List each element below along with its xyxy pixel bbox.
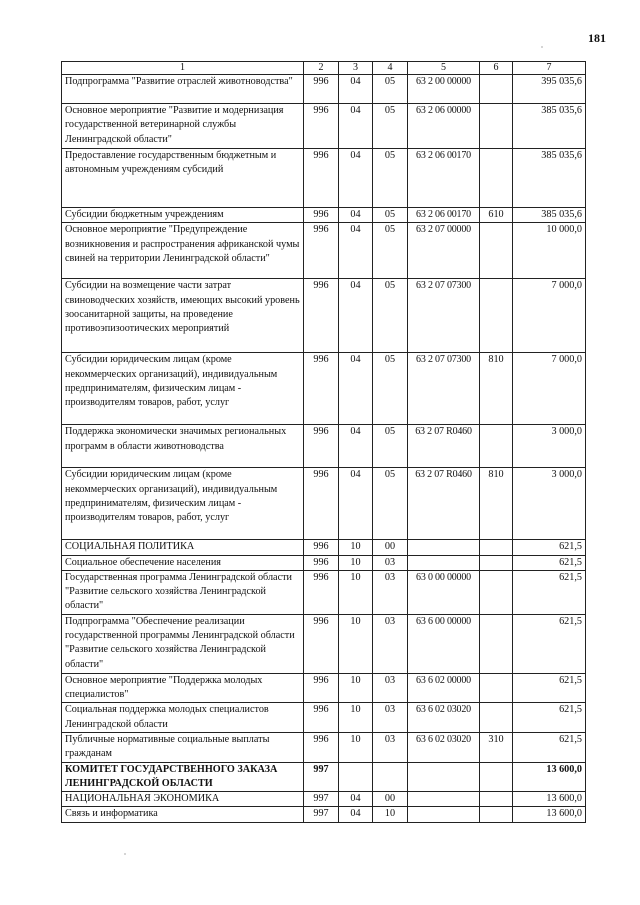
table-row [62, 614, 586, 673]
row-section: 10 [339, 555, 373, 570]
row-amount: 3 000,0 [513, 425, 586, 468]
row-admin-code: 996 [304, 540, 339, 555]
row-name: Основное мероприятие "Развитие и модернизация государственной ветеринарной службы Ленинградской области" [62, 104, 304, 149]
row-name: Социальная поддержка молодых специалистов Ленинградской области [62, 703, 304, 733]
row-section: 04 [339, 425, 373, 468]
table-row [62, 792, 586, 807]
row-name: Основное мероприятие "Предупреждение возникновения и распространения африканской чумы свиней на территории Ленинградской области" [62, 223, 304, 279]
row-target-code: 63 2 07 00000 [408, 223, 480, 279]
row-subsection: 00 [373, 540, 408, 555]
row-amount: 621,5 [513, 570, 586, 614]
row-admin-code: 996 [304, 223, 339, 279]
row-expense-type [480, 425, 513, 468]
row-admin-code: 997 [304, 792, 339, 807]
row-amount: 3 000,0 [513, 468, 586, 540]
row-amount: 13 600,0 [513, 792, 586, 807]
row-expense-type [480, 570, 513, 614]
row-name: Государственная программа Ленинградской области "Развитие сельского хозяйства Ленинградской области" [62, 570, 304, 614]
row-amount: 621,5 [513, 673, 586, 703]
row-admin-code: 996 [304, 104, 339, 149]
row-target-code: 63 6 00 00000 [408, 614, 480, 673]
row-section: 04 [339, 223, 373, 279]
table-row [62, 353, 586, 425]
row-section: 10 [339, 614, 373, 673]
row-name: Субсидии юридическим лицам (кроме некоммерческих организаций), индивидуальным предпринимателям, физическим лицам - производителям товаров, работ, услуг [62, 353, 304, 425]
table-row [62, 279, 586, 353]
row-subsection: 03 [373, 673, 408, 703]
row-section: 04 [339, 792, 373, 807]
scan-speck [124, 853, 126, 855]
row-name: Предоставление государственным бюджетным и автономным учреждениям субсидий [62, 149, 304, 208]
row-admin-code: 996 [304, 279, 339, 353]
row-target-code [408, 807, 480, 822]
row-subsection [373, 762, 408, 792]
row-name: Основное мероприятие "Поддержка молодых специалистов" [62, 673, 304, 703]
row-expense-type [480, 279, 513, 353]
table-row [62, 673, 586, 703]
row-name: НАЦИОНАЛЬНАЯ ЭКОНОМИКА [62, 792, 304, 807]
row-admin-code: 996 [304, 570, 339, 614]
row-target-code: 63 6 02 03020 [408, 703, 480, 733]
table-row [62, 570, 586, 614]
row-name: Субсидии на возмещение части затрат свиноводческих хозяйств, имеющих высокий уровень зоосанитарной защиты, на проведение противоэпизоотических мероприятий [62, 279, 304, 353]
table-row [62, 732, 586, 762]
row-section [339, 762, 373, 792]
row-expense-type [480, 540, 513, 555]
row-section: 04 [339, 807, 373, 822]
row-subsection: 03 [373, 703, 408, 733]
row-section: 04 [339, 104, 373, 149]
row-amount: 621,5 [513, 614, 586, 673]
row-admin-code: 996 [304, 353, 339, 425]
scan-speck [541, 46, 543, 48]
row-subsection: 03 [373, 614, 408, 673]
row-amount: 385 035,6 [513, 104, 586, 149]
row-expense-type [480, 149, 513, 208]
row-expense-type: 310 [480, 732, 513, 762]
row-name: Поддержка экономически значимых региональных программ в области животноводства [62, 425, 304, 468]
row-name: Социальное обеспечение населения [62, 555, 304, 570]
row-section: 04 [339, 279, 373, 353]
row-expense-type [480, 762, 513, 792]
table-row [62, 555, 586, 570]
row-admin-code: 996 [304, 555, 339, 570]
row-subsection: 05 [373, 208, 408, 223]
row-expense-type [480, 614, 513, 673]
row-target-code [408, 762, 480, 792]
header-col-3: 3 [339, 62, 373, 75]
row-subsection: 03 [373, 570, 408, 614]
row-target-code [408, 540, 480, 555]
row-amount: 395 035,6 [513, 75, 586, 104]
table-row [62, 208, 586, 223]
row-name: СОЦИАЛЬНАЯ ПОЛИТИКА [62, 540, 304, 555]
row-target-code: 63 2 00 00000 [408, 75, 480, 104]
row-subsection: 05 [373, 223, 408, 279]
row-target-code: 63 2 07 07300 [408, 279, 480, 353]
row-admin-code: 996 [304, 703, 339, 733]
row-amount: 13 600,0 [513, 762, 586, 792]
header-col-6: 6 [480, 62, 513, 75]
row-subsection: 10 [373, 807, 408, 822]
row-section: 10 [339, 703, 373, 733]
header-col-7: 7 [513, 62, 586, 75]
row-section: 10 [339, 732, 373, 762]
row-expense-type [480, 703, 513, 733]
table-row [62, 75, 586, 104]
budget-table [61, 61, 586, 823]
row-expense-type [480, 555, 513, 570]
row-admin-code: 996 [304, 208, 339, 223]
header-row [62, 62, 586, 75]
row-name: Субсидии бюджетным учреждениям [62, 208, 304, 223]
row-admin-code: 996 [304, 149, 339, 208]
row-section: 10 [339, 540, 373, 555]
page-number: 181 [588, 31, 606, 45]
row-amount: 7 000,0 [513, 279, 586, 353]
row-subsection: 00 [373, 792, 408, 807]
row-target-code: 63 2 07 07300 [408, 353, 480, 425]
row-section: 10 [339, 570, 373, 614]
row-name: КОМИТЕТ ГОСУДАРСТВЕННОГО ЗАКАЗА ЛЕНИНГРАДСКОЙ ОБЛАСТИ [62, 762, 304, 792]
row-admin-code: 996 [304, 732, 339, 762]
table-row [62, 540, 586, 555]
row-admin-code: 996 [304, 614, 339, 673]
row-target-code: 63 6 02 03020 [408, 732, 480, 762]
row-expense-type [480, 75, 513, 104]
row-admin-code: 996 [304, 75, 339, 104]
row-target-code [408, 555, 480, 570]
row-expense-type [480, 673, 513, 703]
row-section: 04 [339, 75, 373, 104]
row-subsection: 05 [373, 468, 408, 540]
row-name: Связь и информатика [62, 807, 304, 822]
row-name: Публичные нормативные социальные выплаты гражданам [62, 732, 304, 762]
row-target-code: 63 6 02 00000 [408, 673, 480, 703]
row-section: 04 [339, 208, 373, 223]
row-expense-type: 810 [480, 353, 513, 425]
row-admin-code: 997 [304, 762, 339, 792]
row-target-code: 63 2 06 00170 [408, 208, 480, 223]
row-target-code: 63 2 06 00000 [408, 104, 480, 149]
row-subsection: 03 [373, 732, 408, 762]
row-subsection: 05 [373, 75, 408, 104]
row-amount: 7 000,0 [513, 353, 586, 425]
row-expense-type: 610 [480, 208, 513, 223]
row-section: 04 [339, 468, 373, 540]
row-amount: 621,5 [513, 540, 586, 555]
row-target-code [408, 792, 480, 807]
row-subsection: 05 [373, 353, 408, 425]
row-subsection: 05 [373, 104, 408, 149]
table-row [62, 104, 586, 149]
row-amount: 10 000,0 [513, 223, 586, 279]
row-section: 04 [339, 149, 373, 208]
header-col-5: 5 [408, 62, 480, 75]
header-col-4: 4 [373, 62, 408, 75]
row-amount: 621,5 [513, 732, 586, 762]
row-name: Подпрограмма "Развитие отраслей животноводства" [62, 75, 304, 104]
row-expense-type [480, 223, 513, 279]
row-expense-type [480, 807, 513, 822]
row-expense-type [480, 792, 513, 807]
row-target-code: 63 0 00 00000 [408, 570, 480, 614]
row-expense-type: 810 [480, 468, 513, 540]
row-subsection: 03 [373, 555, 408, 570]
row-section: 10 [339, 673, 373, 703]
table-row [62, 468, 586, 540]
row-subsection: 05 [373, 279, 408, 353]
row-amount: 621,5 [513, 555, 586, 570]
table-row [62, 149, 586, 208]
row-amount: 13 600,0 [513, 807, 586, 822]
row-amount: 385 035,6 [513, 208, 586, 223]
row-name: Подпрограмма "Обеспечение реализации государственной программы Ленинградской области "Развитие сельского хозяйства Ленинградской области" [62, 614, 304, 673]
row-target-code: 63 2 06 00170 [408, 149, 480, 208]
row-target-code: 63 2 07 R0460 [408, 468, 480, 540]
table-row [62, 223, 586, 279]
table-row [62, 807, 586, 822]
table-row [62, 425, 586, 468]
header-col-2: 2 [304, 62, 339, 75]
row-amount: 621,5 [513, 703, 586, 733]
row-subsection: 05 [373, 425, 408, 468]
row-admin-code: 996 [304, 673, 339, 703]
row-admin-code: 997 [304, 807, 339, 822]
table-row [62, 703, 586, 733]
row-amount: 385 035,6 [513, 149, 586, 208]
row-name: Субсидии юридическим лицам (кроме некоммерческих организаций), индивидуальным предпринимателям, физическим лицам - производителям товаров, работ, услуг [62, 468, 304, 540]
row-admin-code: 996 [304, 468, 339, 540]
row-admin-code: 996 [304, 425, 339, 468]
table-row [62, 762, 586, 792]
row-expense-type [480, 104, 513, 149]
row-section: 04 [339, 353, 373, 425]
row-subsection: 05 [373, 149, 408, 208]
header-col-1: 1 [62, 62, 304, 75]
row-target-code: 63 2 07 R0460 [408, 425, 480, 468]
